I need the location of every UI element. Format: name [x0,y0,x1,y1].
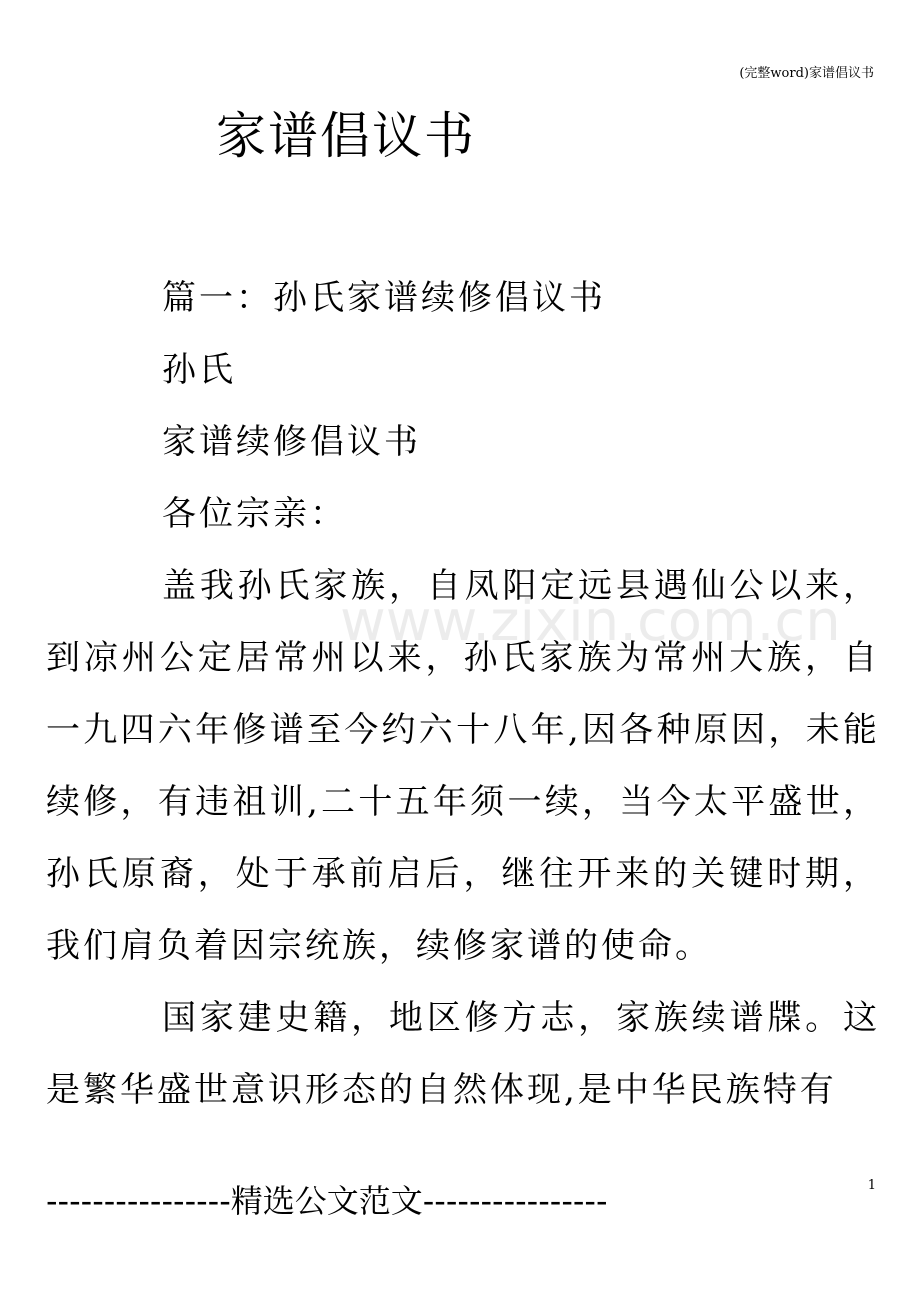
watermark-text: www.zixin.com.cn [340,589,841,654]
page-number: 1 [867,1178,876,1193]
document-body [46,262,880,1126]
document-title: 家谱倡议书 [216,107,476,165]
body-paragraph: 国家建史籍，地区修方志，家族续谱牒。这是繁华盛世意识形态的自然体现,是中华民族特有 [46,998,880,1110]
subheading-surname: 孙氏 [162,350,236,390]
salutation: 各位宗亲： [162,494,347,534]
section-heading: 篇一：孙氏家谱续修倡议书 [162,278,606,318]
running-header: (完整word)家谱倡议书 [739,66,874,81]
subheading-proposal: 家谱续修倡议书 [162,422,421,462]
footer-banner: ----------------精选公文范文---------------- [46,1182,608,1220]
body-paragraph: 盖我孙氏家族，自凤阳定远县遇仙公以来，到凉州公定居常州以来，孙氏家族为常州大族，自一九四六年修谱至今约六十八年,因各种原因，未能续修，有违祖训,二十五年须一续，当今太平盛世，孙氏原裔，处于承前启后，继往开来的关键时期，我们肩负着因宗统族，续修家谱的使命。 [46,566,880,966]
